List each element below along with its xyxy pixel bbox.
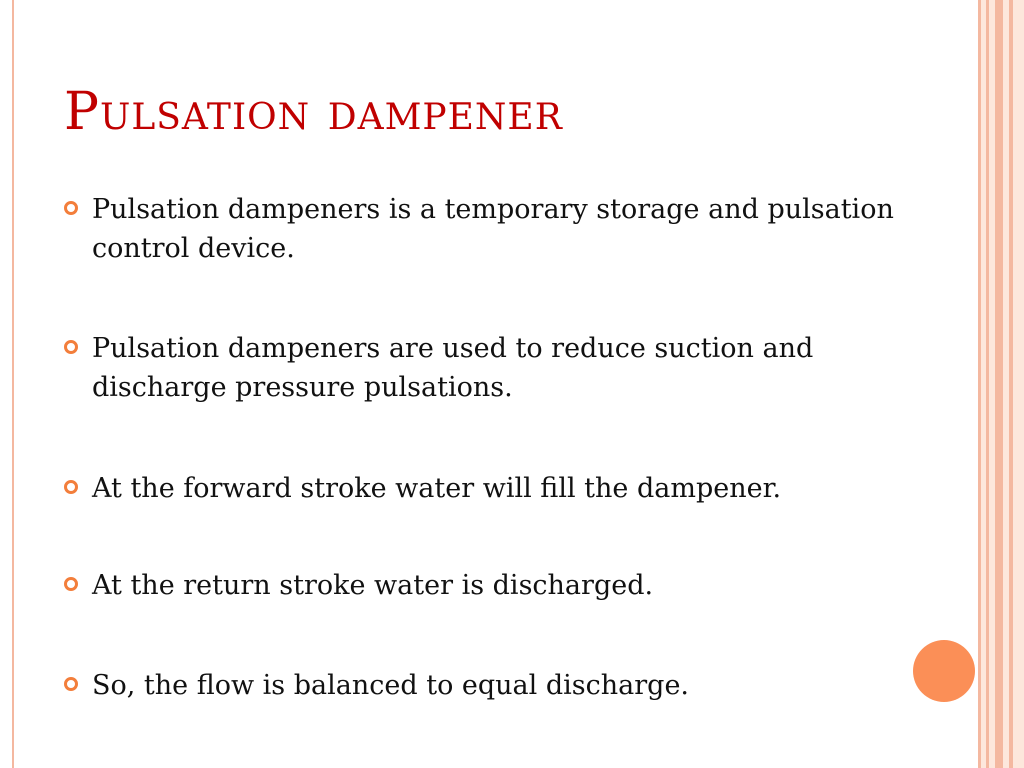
- orange-circle-decoration: [913, 640, 975, 702]
- bullet-text: At the return stroke water is discharged.: [92, 570, 654, 601]
- ring-bullet-icon: [64, 577, 78, 591]
- left-border-line: [12, 0, 14, 768]
- bullet-item: [62, 666, 922, 705]
- bullet-item: [62, 469, 922, 508]
- bullet-text: Pulsation dampeners are used to reduce suction and discharge pressure pulsations.: [92, 333, 814, 403]
- bullet-item: [62, 190, 922, 268]
- slide-title: Pulsation dampener: [64, 82, 563, 142]
- ring-bullet-icon: [64, 677, 78, 691]
- ring-bullet-icon: [64, 480, 78, 494]
- stripe: [995, 0, 1003, 768]
- ring-bullet-icon: [64, 201, 78, 215]
- right-decorative-stripes: [978, 0, 1024, 768]
- stripe: [1013, 0, 1024, 768]
- ring-bullet-icon: [64, 340, 78, 354]
- bullet-item: [62, 329, 922, 407]
- bullet-item: [62, 566, 922, 605]
- bullet-text: Pulsation dampeners is a temporary storage and pulsation control device.: [92, 194, 894, 264]
- bullet-text: At the forward stroke water will fill the dampener.: [92, 473, 782, 504]
- bullet-text: So, the flow is balanced to equal discharge.: [92, 670, 690, 701]
